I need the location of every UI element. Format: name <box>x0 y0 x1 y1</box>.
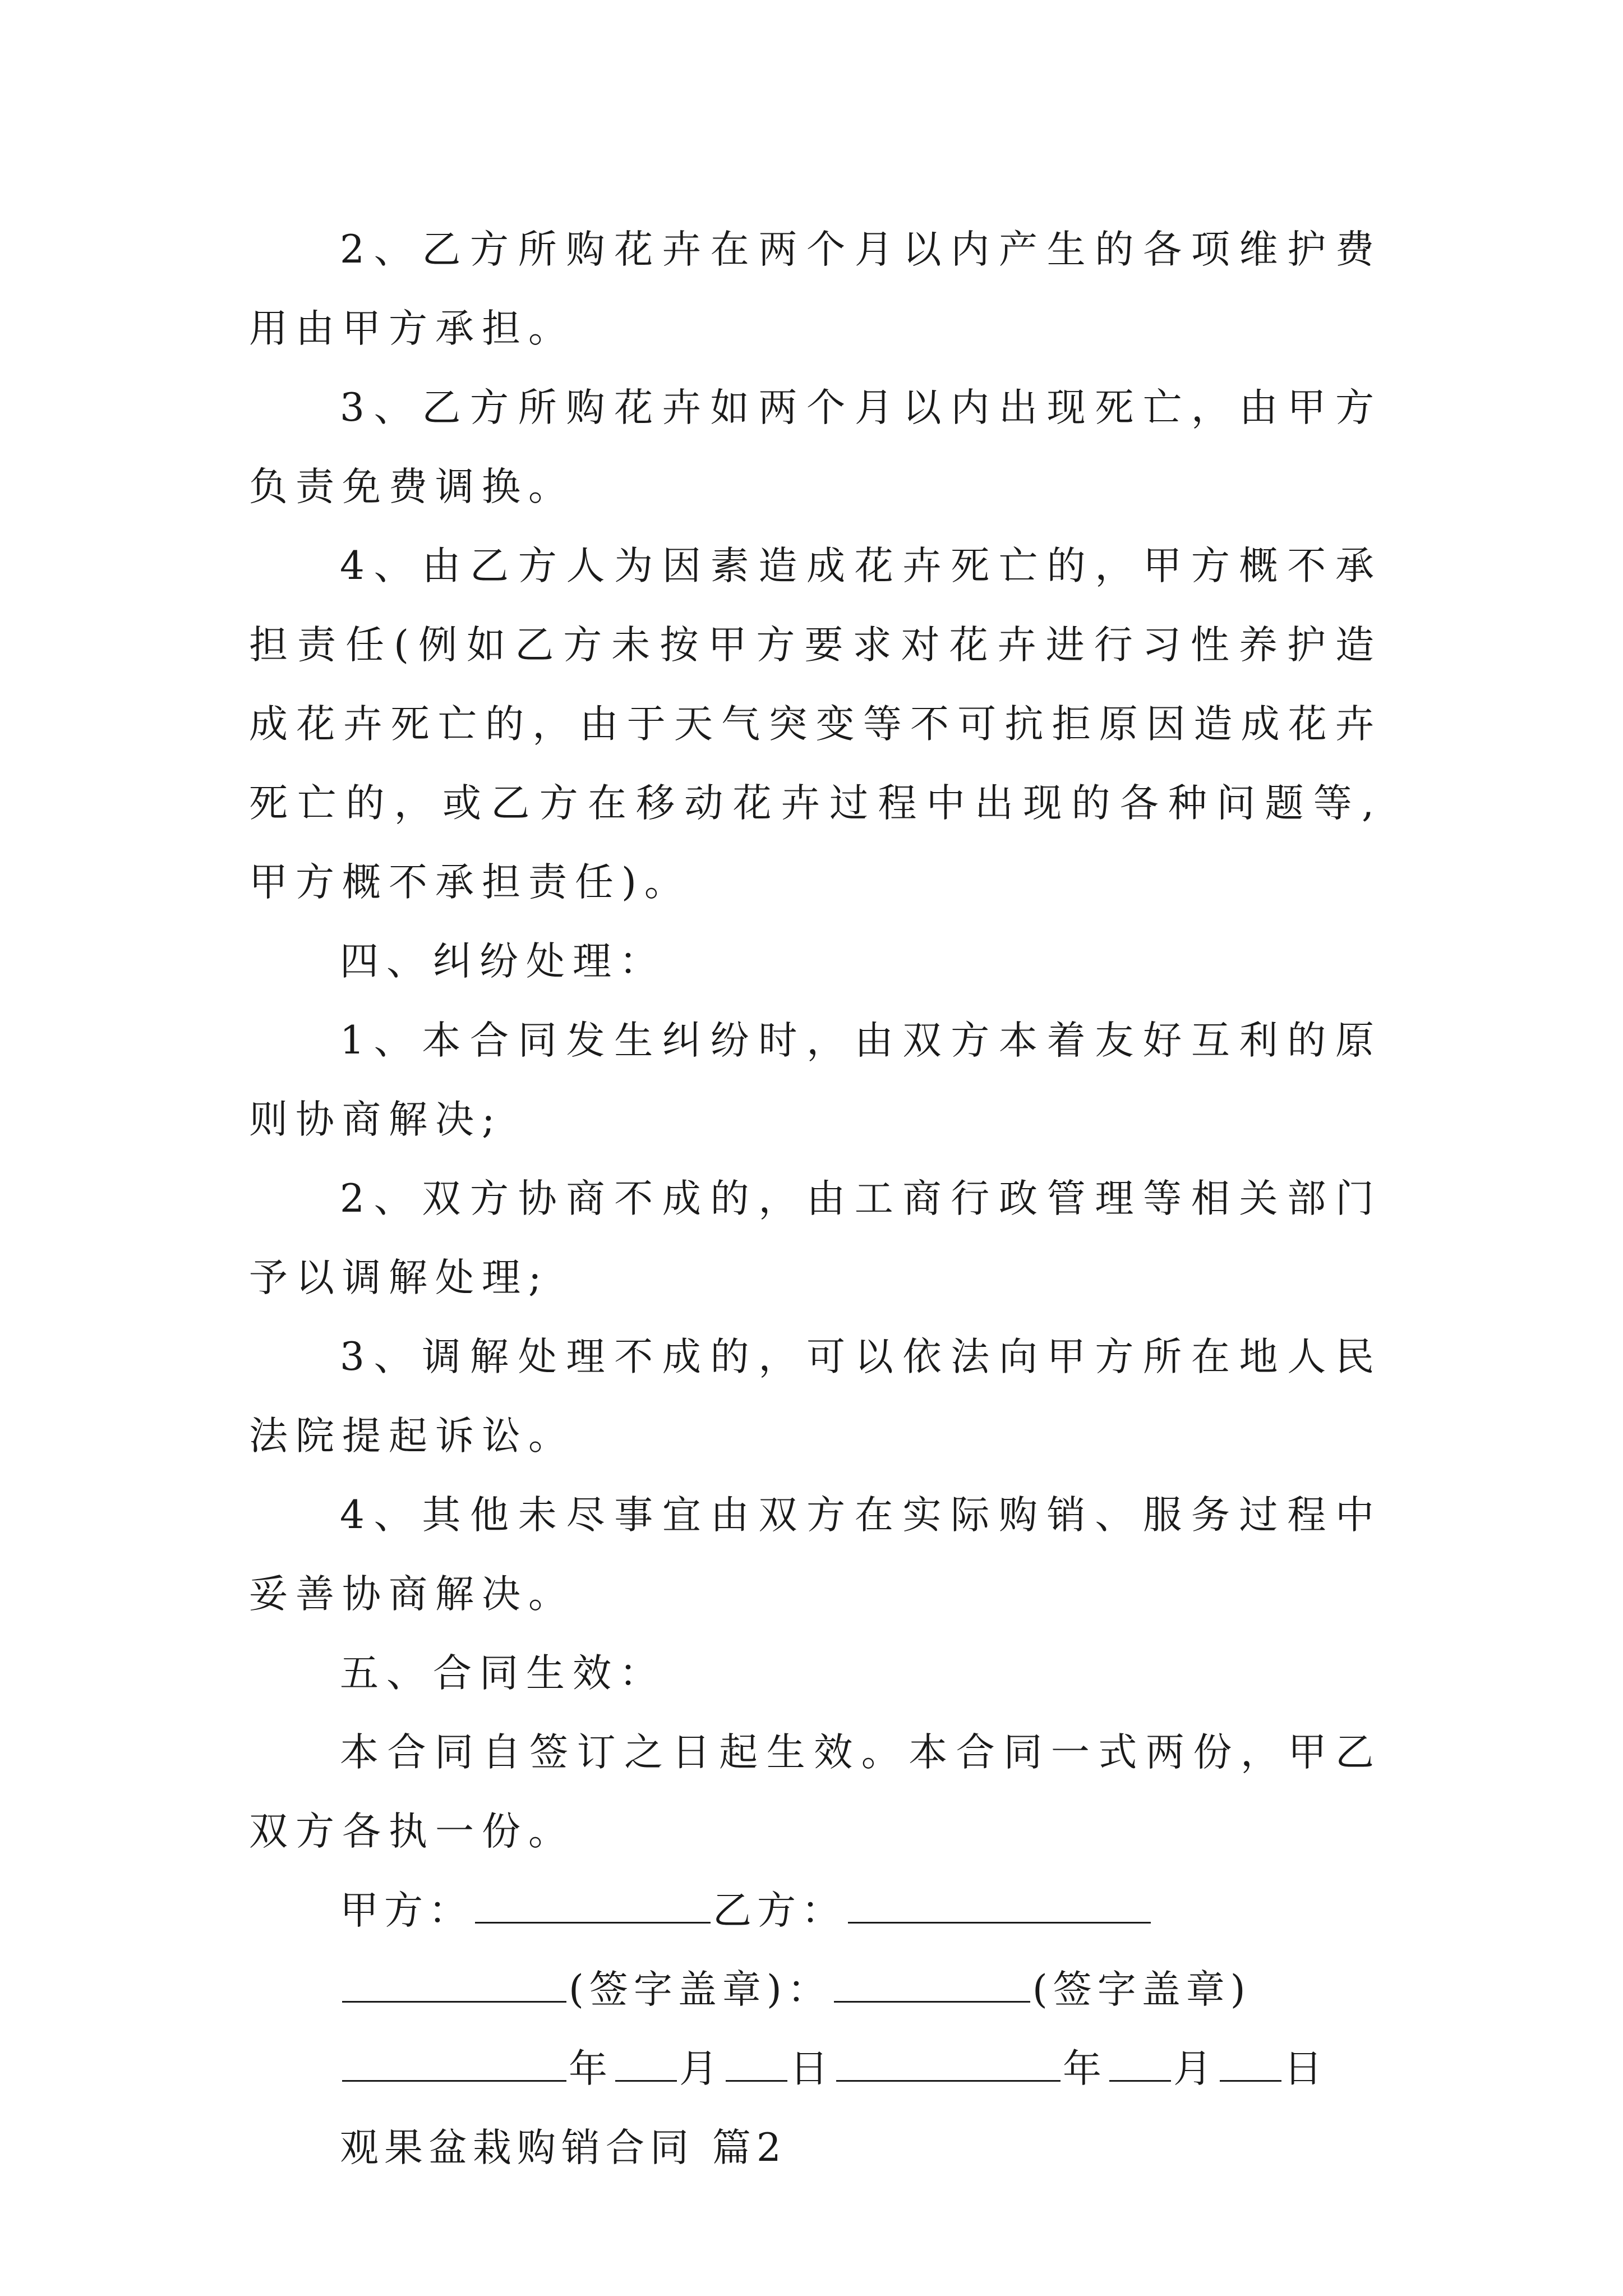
party-a-label: 甲方： <box>340 1888 473 1933</box>
month-b-blank <box>1109 2047 1171 2082</box>
paragraph-dispute-mediation: 2、双方协商不成的，由工商行政管理等相关部门予以调解处理; <box>249 1176 1382 1300</box>
year-b-label: 年 <box>1063 2046 1107 2091</box>
signature-date-line <box>249 2030 1382 2109</box>
seal-b-blank <box>834 1968 1030 2003</box>
paragraph-dispute-negotiation: 1、本合同发生纠纷时，由双方本着友好互利的原则协商解决; <box>249 1018 1382 1142</box>
day-a-label: 日 <box>790 2046 834 2091</box>
signature-seal-line <box>249 1950 1382 2030</box>
section-heading-effect: 五、合同生效： <box>340 1651 666 1696</box>
day-a-blank <box>726 2047 787 2082</box>
paragraph-free-replacement: 3、乙方所购花卉如两个月以内出现死亡，由甲方负责免费调换。 <box>249 385 1382 509</box>
party-b-label: 乙方： <box>713 1888 846 1933</box>
signature-parties-line <box>249 1871 1382 1950</box>
month-a-label: 月 <box>679 2046 723 2091</box>
section-heading-dispute: 四、纠纷处理： <box>340 939 666 984</box>
month-a-blank <box>615 2047 677 2082</box>
seal-b-label: (签字盖章) <box>1032 1967 1251 2012</box>
contract-body <box>249 210 1382 2188</box>
date-a-blank <box>342 2047 566 2082</box>
day-b-blank <box>1220 2047 1281 2082</box>
seal-a-label: (签字盖章)： <box>569 1967 832 2012</box>
party-a-blank <box>475 1889 711 1924</box>
paragraph-effective-date: 本合同自签订之日起生效。本合同一式两份，甲乙双方各执一份。 <box>249 1730 1382 1854</box>
seal-a-blank <box>342 1968 566 2003</box>
day-b-label: 日 <box>1284 2046 1328 2091</box>
month-b-label: 月 <box>1173 2046 1218 2091</box>
date-b-blank <box>836 2047 1061 2082</box>
party-b-blank <box>848 1889 1151 1924</box>
paragraph-dispute-litigation: 3、调解处理不成的，可以依法向甲方所在地人民法院提起诉讼。 <box>249 1335 1382 1458</box>
paragraph-liability-exclusion: 4、由乙方人为因素造成花卉死亡的，甲方概不承担责任(例如乙方未按甲方要求对花卉进行习性养护造成花卉死亡的，由于天气突变等不可抗拒原因造成花卉死亡的，或乙方在移动花卉过程中出现的各种问题等,甲方概不承担责任)。 <box>249 544 1382 905</box>
paragraph-other-matters: 4、其他未尽事宜由双方在实际购销、服务过程中妥善协商解决。 <box>249 1493 1382 1617</box>
year-a-label: 年 <box>569 2046 613 2091</box>
next-contract-title: 观果盆栽购销合同 篇2 <box>340 2125 787 2170</box>
paragraph-maintenance-fee: 2、乙方所购花卉在两个月以内产生的各项维护费用由甲方承担。 <box>249 227 1382 351</box>
